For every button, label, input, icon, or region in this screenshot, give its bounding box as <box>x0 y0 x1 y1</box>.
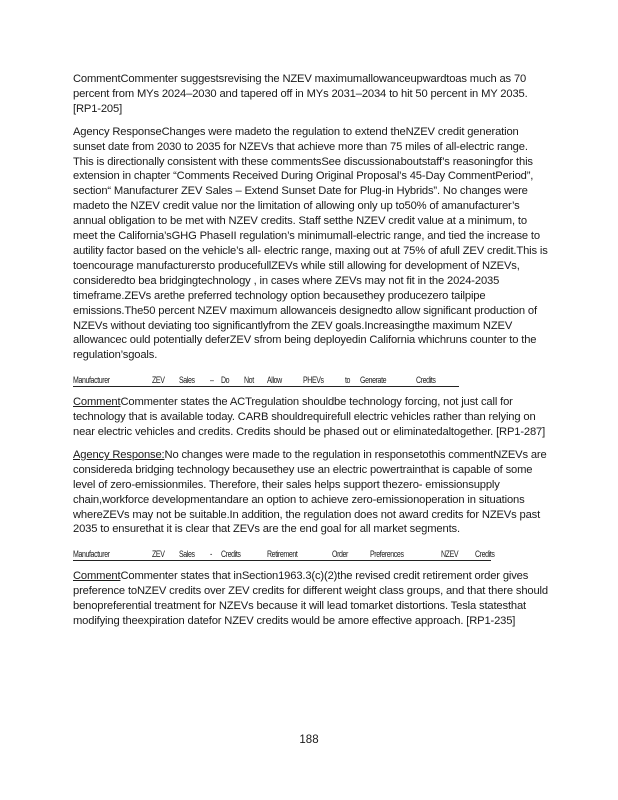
heading-word: - <box>210 549 212 560</box>
heading-word: Preferences <box>370 549 404 560</box>
heading-word: Credits <box>475 549 495 560</box>
comment-paragraph-1 <box>73 72 548 117</box>
heading-word: ZEV <box>152 549 165 560</box>
response-text: No changes were made to the regulation in responsetothis commentNZEVs are considereda bridging technology becausethey use an electric powertrainthat is capable of some level of zero-emissionmiles. Therefore, their sales helps support thezero- emissionsupply chain,workforce developmentandare an option to achieve zero-emissionoperation in situations whereZEVs may not be suitable.In addition, the regulation does not award credits for NZEVs past 2035 to ensurethat it is clear that ZEVs are the end goal for all market segments. <box>73 448 547 536</box>
section-heading-1 <box>73 375 459 387</box>
page-number: 188 <box>299 734 319 746</box>
heading-word: Manufacturer <box>73 549 110 560</box>
heading-word: – <box>210 375 214 386</box>
heading-word: ZEV <box>152 375 165 386</box>
section-heading-2 <box>73 549 495 561</box>
comment-text: Commenter states that inSection1963.3(c)(2)the revised credit retirement order gives preference toNZEV credits over ZEV credits for different weight class groups, and that there should benopreferential treatment for NZEVs because it will lead tomarket distortions. Tesla statesthat modifying theexpiration datefor NZEV credits would be amore effective approach. [RP1-235] <box>73 570 548 628</box>
heading-word: Credits <box>416 375 436 386</box>
response-lead: Agency Response <box>73 125 162 138</box>
comment-lead: Comment <box>73 73 121 85</box>
comment-lead: Comment <box>73 396 121 409</box>
heading-word: Order <box>332 549 349 560</box>
comment-text: Commenter states the ACTregulation shouldbe technology forcing, not just call for technology that is available today. CARB shouldrequirefull electric vehicles rather than relying on near electric vehicles and credits. Credits should be phased out or eliminatedaltogether. [RP1-287] <box>73 396 546 439</box>
heading-word: to <box>345 375 351 386</box>
heading-word: Allow <box>267 375 282 386</box>
heading-word: Manufacturer <box>73 375 110 386</box>
comment-text: Commenter suggestsrevising the NZEV maximumallowanceupwardtoas much as 70 percent from MYs 2024–2030 and tapered off in MYs 2031–2034 to hit 50 percent in MY 2035. [RP1-205] <box>73 73 528 115</box>
heading-word: PHEVs <box>303 375 324 386</box>
agency-response-paragraph-2 <box>73 448 548 537</box>
heading-word: Not <box>244 375 254 386</box>
comment-paragraph-2 <box>73 395 548 440</box>
response-lead: Agency Response: <box>73 448 165 461</box>
heading-word: Sales <box>179 375 195 386</box>
heading-word: Credits <box>221 549 241 560</box>
agency-response-paragraph-1 <box>73 125 548 364</box>
response-text: Changes were madeto the regulation to extend theNZEV credit generation sunset date from 2030 to 2035 for NZEVs that achieve more than 75 miles of all-electric range. This is directionally consistent with these commentsSee discussionaboutstaff’s reasoningfor this extension in chapter “Comments Received During Original Proposal’s 45-Day CommentPeriod”, section“ Manufacturer ZEV Sales – Extend Sunset Date for Plug-in Hybrids”. No changes were madeto the NZEV credit value nor the limitation of allowing only up to50% of amanufacturer’s annual obligation to be met with NZEV credits. Staff setthe NZEV credit value at a minimum, to meet the California’sGHG PhaseII regulation’s minimumall-electric range, and tied the increase to autility factor based on the vehicle’s all- electric range, maxing out at 75% of afull ZEV credit.This is toencourage manufacturersto producefullZEVs while still allowing for development of NZEVs, consideredto bea bridgingtechnology , in cases where ZEVs may not fit in the 2024-2035 timeframe.ZEVs arethe preferred technology option becausethey producezero tailpipe emissions.The50 percent NZEV maximum allowanceis designedto allow significant production of NZEVs without deviating too significantlyfrom the ZEV goals.Increasingthe maximum NZEV allowancec ould potentially deferZEV sfrom being deployedin California whichruns counter to the regulation’sgoals. <box>73 125 548 362</box>
heading-word: Sales <box>179 549 195 560</box>
heading-word: Generate <box>360 375 387 386</box>
heading-word: Do <box>221 375 230 386</box>
heading-word: NZEV <box>441 549 459 560</box>
heading-word: Retirement <box>267 549 298 560</box>
comment-lead: Comment <box>73 570 121 583</box>
document-page <box>73 72 548 637</box>
comment-paragraph-3 <box>73 569 548 629</box>
